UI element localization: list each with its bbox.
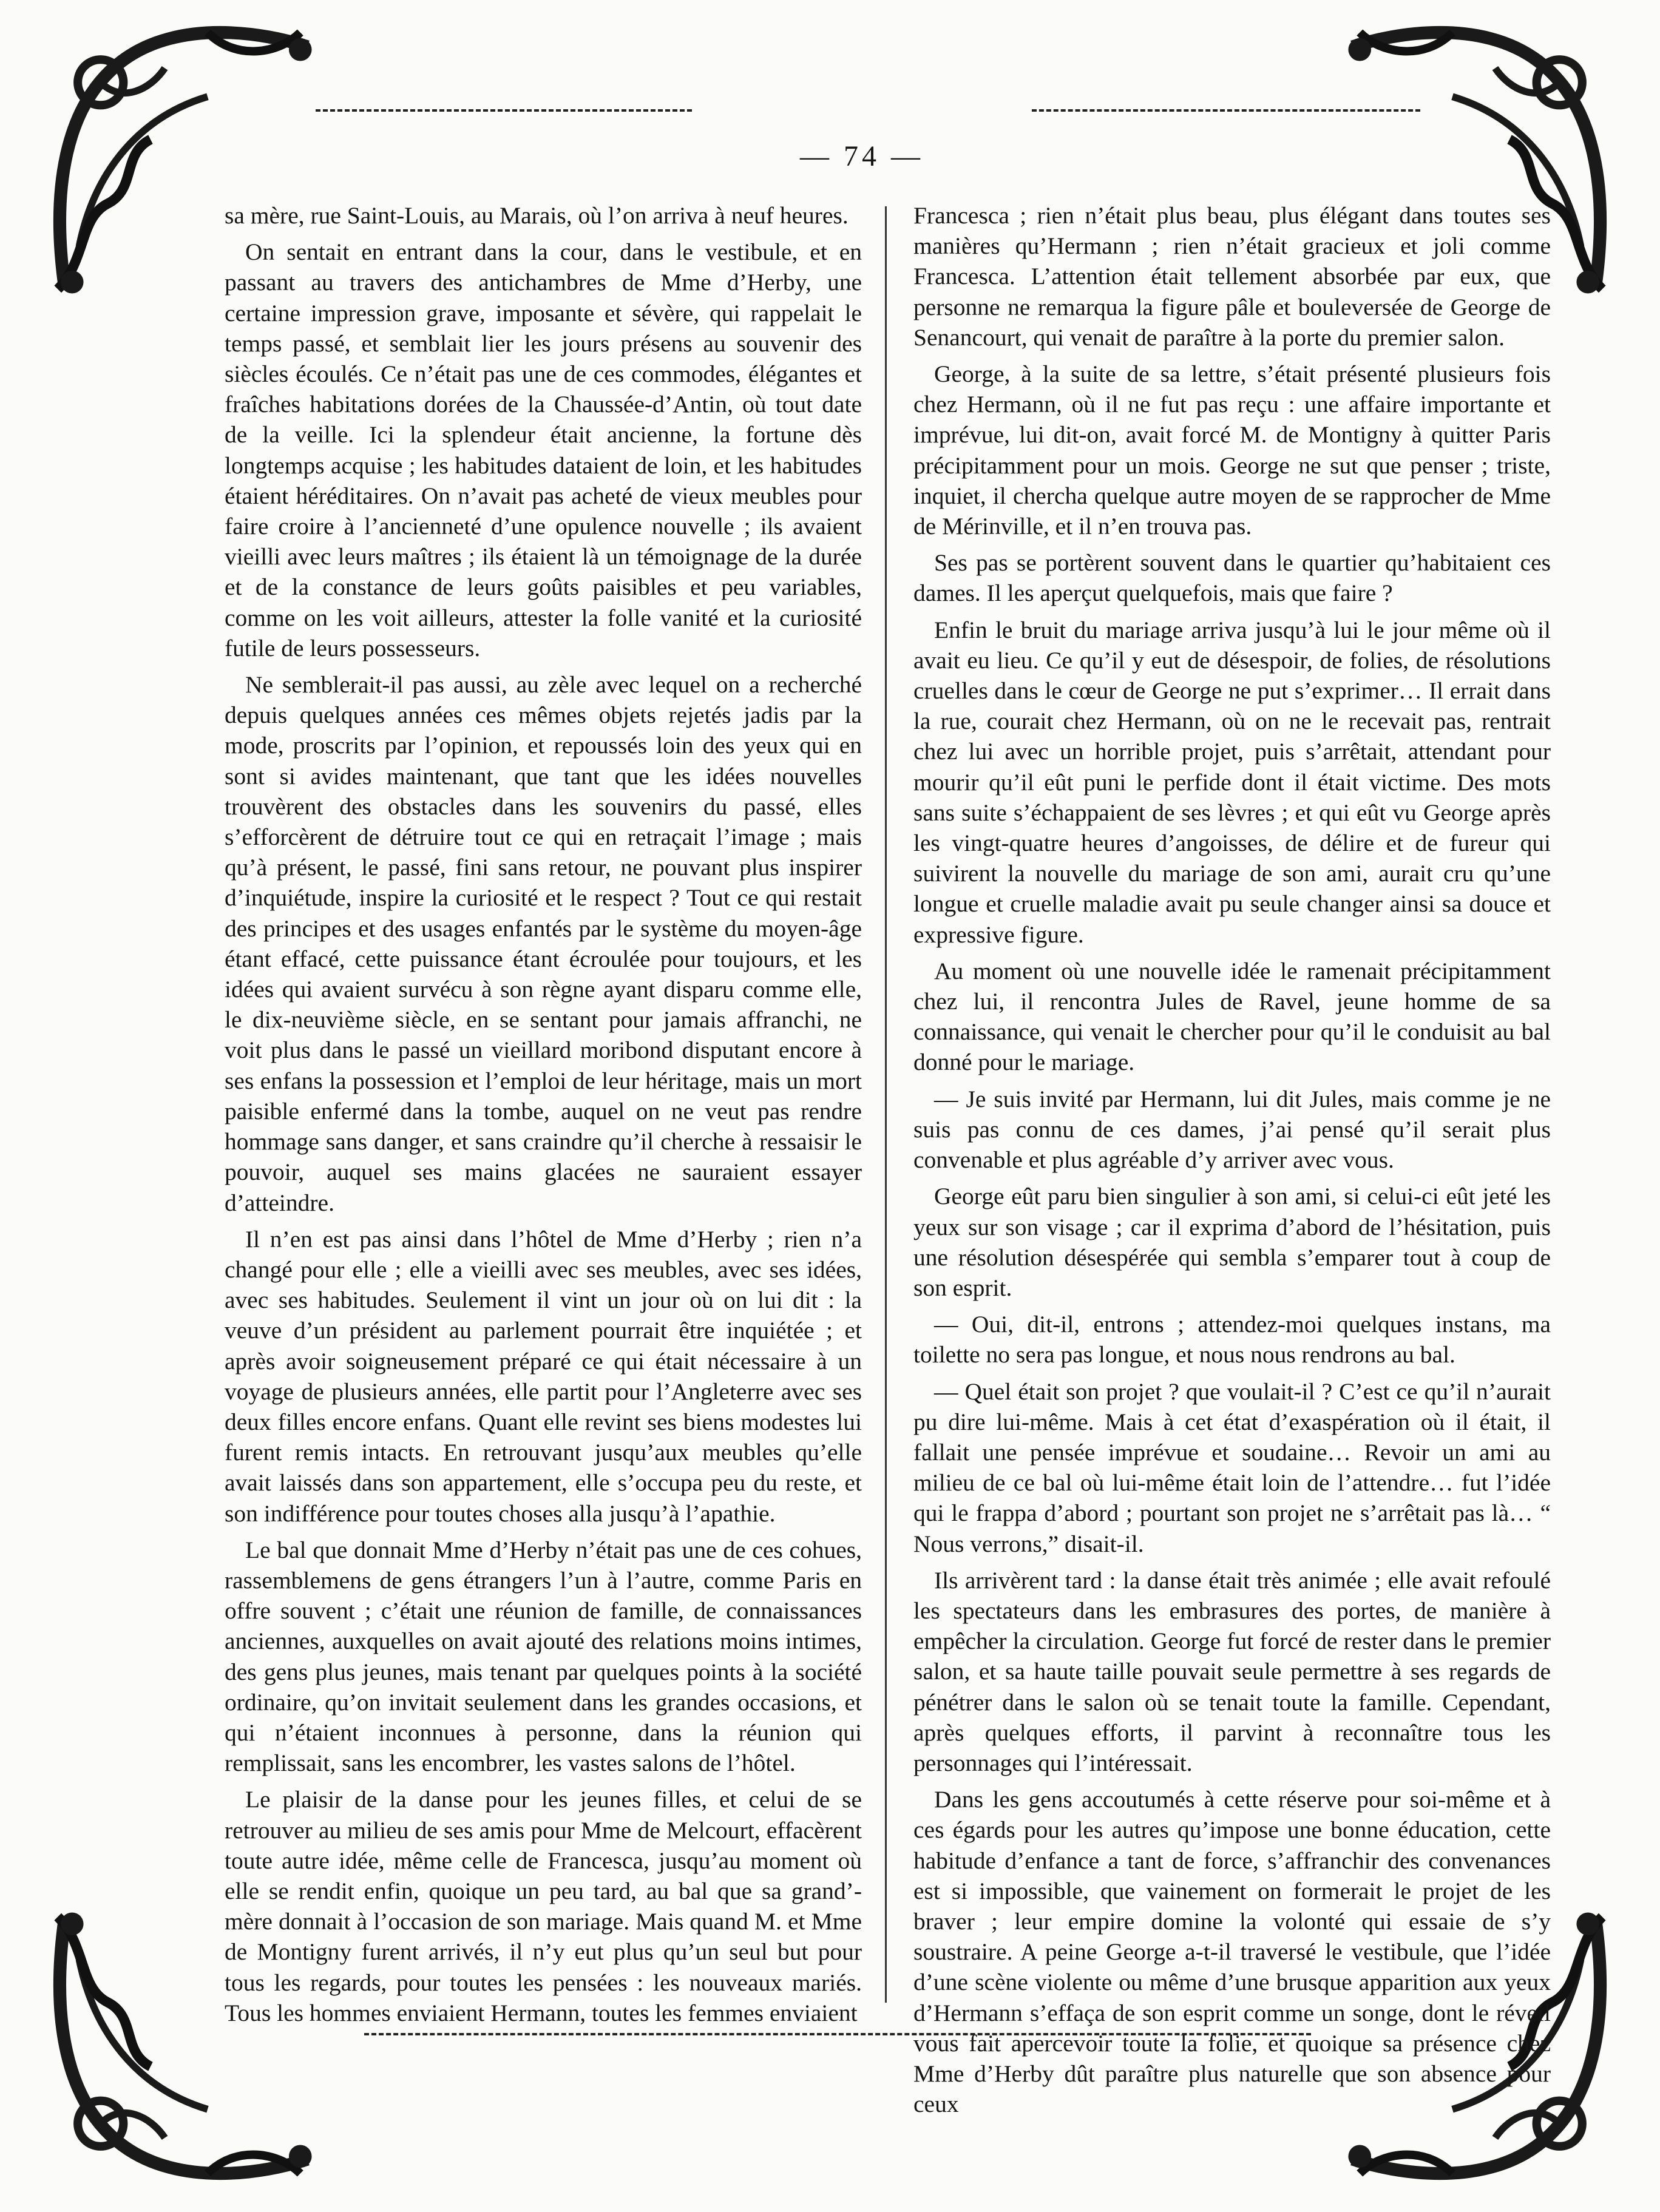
- paragraph: Ne semblerait-il pas aussi, au zèle avec lequel on a recherché depuis quelques années ces mêmes objets rejetés jadis par la mode, proscrits par l’opinion, et repoussés loin des yeux qui en sont si avides maintenant, que tant que les idées nouvelles trouvèrent des obstacles dans les souvenirs du passé, elles s’efforcèrent de détruire tout ce qui en retraçait l’image ; mais qu’à présent, le passé, fini sans retour, ne pouvant plus inspirer d’inquiétude, inspire la curiosité et le respect ? Tout ce qui restait des principes et des usages enfantés par le système du moyen-âge étant effacé, cette puissance étant écroulée pour toujours, et les idées qui avaient survécu à son règne ayant disparu comme elle, le dix-neuvième siècle, en se sentant pour jamais affranchi, ne voit plus dans le passé un vieillard moribond disputant encore à ses enfans la possession et l’emploi de leur héritage, mais un mort paisible enfermé dans la tombe, auquel on ne veut pas rendre hommage sans danger, et sans craindre qu’il cherche à ressaisir le pouvoir, auquel ses mains glacées ne sauraient essayer d’atteindre.: [225, 671, 862, 1216]
- paragraph: On sentait en entrant dans la cour, dans le vestibule, et en passant au travers des antichambres de Mme d’Herby, une certaine impression grave, imposante et sévère, qui rappelait le temps passé, et semblait lier les jours présens au souvenir des siècles écoulés. Ce n’était pas une de ces commodes, élégantes et fraîches habitations dorées de la Chaussée-d’Antin, où tout date de la veille. Ici la splendeur était ancienne, la fortune dès longtemps acquise ; les habitudes dataient de loin, et les habitudes étaient héréditaires. On n’avait pas acheté de vieux meubles pour faire croire à l’ancienneté d’une opulence nouvelle ; ils avaient vieilli avec leurs maîtres ; ils étaient là un témoignage de la durée et de la constance de leurs goûts paisibles et peu variables, comme on les voit ailleurs, attester la folle vanité et la curiosité futile de leurs possesseurs.: [225, 238, 862, 661]
- paragraph: Le bal que donnait Mme d’Herby n’était pas une de ces cohues, rassemblemens de gens étrangers l’un à l’autre, comme Paris en offre souvent ; c’était une réunion de famille, de connaissances anciennes, auxquelles on avait ajouté des relations moins intimes, des gens plus jeunes, mais tenant par quelques points à la société ordinaire, qu’on invitait seulement dans les grandes occasions, et qui n’étaient inconnues à personne, dans la réunion qui remplissait, sans les encombrer, les vastes salons de l’hôtel.: [225, 1536, 862, 1777]
- paragraph: Ils arrivèrent tard : la danse était très animée ; elle avait refoulé les spectateurs dans les embrasures des portes, de manière à empêcher la circulation. George fut forcé de rester dans le premier salon, et sa haute taille pouvait seule permettre à ses regards de pénétrer dans le salon où se tenait toute la famille. Cependant, après quelques efforts, il parvint à reconnaître tous les personnages qui l’intéressait.: [913, 1566, 1551, 1776]
- paragraph: — Quel était son projet ? que voulait-il ? C’est ce qu’il n’aurait pu dire lui-même. Mais à cet état d’exaspération où il était, il fallait une pensée imprévue et soudaine… Revoir un ami au milieu de ce bal où lui-même était loin de l’attendre… fut l’idée qui le frappa d’abord ; pourtant son projet ne s’arrêtait pas là… “ Nous verrons,” disait-il.: [913, 1378, 1551, 1557]
- paragraph: Au moment où une nouvelle idée le ramenait précipitamment chez lui, il rencontra Jules de Ravel, jeune homme de sa connaissance, qui venait le chercher pour qu’il le conduisit au bal donné pour le mariage.: [913, 957, 1551, 1076]
- text-column-left: [225, 200, 862, 2026]
- paragraph: — Je suis invité par Hermann, lui dit Jules, mais comme je ne suis pas connu de ces dames, j’ai pensé qu’il serait plus convenable et plus agréable d’y arriver avec vous.: [913, 1085, 1551, 1174]
- text-column-right: [913, 200, 1551, 2118]
- paragraph: Ses pas se portèrent souvent dans le quartier qu’habitaient ces dames. Il les aperçut quelquefois, mais que faire ?: [913, 549, 1551, 607]
- column-divider: [885, 206, 887, 2003]
- paragraph: Le plaisir de la danse pour les jeunes filles, et celui de se retrouver au milieu de ses amis pour Mme de Melcourt, effacèrent toute autre idée, même celle de Francesca, jusqu’au moment où elle se rendit enfin, quoique un peu tard, au bal que sa grand’-mère donnait à l’occasion de son mariage. Mais quand M. et Mme de Montigny furent arrivés, il n’y eut plus qu’un seul but pour tous les regards, pour toutes les pensées : les nouveaux mariés. Tous les hommes enviaient Hermann, toutes les femmes enviaient: [225, 1786, 862, 2026]
- page-number: — 74 —: [800, 140, 924, 172]
- paragraph: Enfin le bruit du mariage arriva jusqu’à lui le jour même où il avait eu lieu. Ce qu’il y eut de désespoir, de folies, de résolutions cruelles dans le cœur de George ne put s’exprimer… Il errait dans la rue, courait chez Hermann, où on ne le recevait pas, rentrait chez lui avec un horrible projet, puis s’arrêtait, attendant pour mourir qu’il eût puni le perfide dont il était victime. Des mots sans suite s’échappaient de ses lèvres ; et qui eût vu George après les vingt-quatre heures d’angoisses, de délire et de fureur qui suivirent la nouvelle du mariage de son ami, aurait cru qu’une longue et cruelle maladie avait pu seule changer ainsi sa douce et expressive figure.: [913, 616, 1551, 948]
- top-rule-right: [1032, 109, 1420, 112]
- top-rule-left: [316, 109, 692, 112]
- paragraph: George eût paru bien singulier à son ami, si celui-ci eût jeté les yeux sur son visage ; car il exprima d’abord de l’hésitation, puis une résolution désespérée qui sembla s’emparer tout à coup de son esprit.: [913, 1183, 1551, 1301]
- paragraph: Dans les gens accoutumés à cette réserve pour soi-même et à ces égards pour les autres qu’impose une bonne éducation, cette habitude d’enfance a tant de force, s’affranchir des convenances est si impossible, que vainement on formerait le projet de les braver ; leur empire domine la volonté qui essaie de s’y soustraire. A peine George a-t-il traversé le vestibule, que l’idée d’une scène violente ou même d’une brusque apparition aux yeux d’Hermann s’effaça de son esprit comme un songe, dont le réveil vous fait apercevoir toute la folie, et quoique sa présence chez Mme d’Herby dût paraître plus naturelle que son absence pour ceux: [913, 1786, 1551, 2118]
- paragraph: Francesca ; rien n’était plus beau, plus élégant dans toutes ses manières qu’Hermann ; rien n’était gracieux et joli comme Francesca. L’attention était tellement absorbée par eux, que personne ne remarqua la figure pâle et bouleversée de George de Senancourt, qui venait de paraître à la porte du premier salon.: [913, 202, 1551, 351]
- paragraph: sa mère, rue Saint-Louis, au Marais, où l’on arriva à neuf heures.: [225, 202, 849, 229]
- paragraph: Il n’en est pas ainsi dans l’hôtel de Mme d’Herby ; rien n’a changé pour elle ; elle a vieilli avec ses meubles, avec ses idées, avec ses habitudes. Seulement il vint un jour où on lui dit : la veuve d’un président au parlement pourrait être inquiétée ; et après avoir soigneusement préparé ce qui était nécessaire à un voyage de plusieurs années, elle partit pour l’Angleterre avec ses deux filles encore enfans. Quant elle revint ses biens modestes lui furent remis intacts. En retrouvant jusqu’aux meubles qu’elle avait laissés dans son appartement, elle s’occupa peu du reste, et son indifférence pour toutes choses alla jusqu’à l’apathie.: [225, 1225, 862, 1527]
- paragraph: — Oui, dit-il, entrons ; attendez-moi quelques instans, ma toilette no sera pas longue, et nous nous rendrons au bal.: [913, 1311, 1551, 1368]
- paragraph: George, à la suite de sa lettre, s’était présenté plusieurs fois chez Hermann, où il ne fut pas reçu : une affaire importante et imprévue, lui dit-on, avait forcé M. de Montigny à quitter Paris précipitamment pour un mois. George ne sut que penser ; triste, inquiet, il chercha quelque autre moyen de se rapprocher de Mme de Mérinville, et il n’en trouva pas.: [913, 360, 1551, 540]
